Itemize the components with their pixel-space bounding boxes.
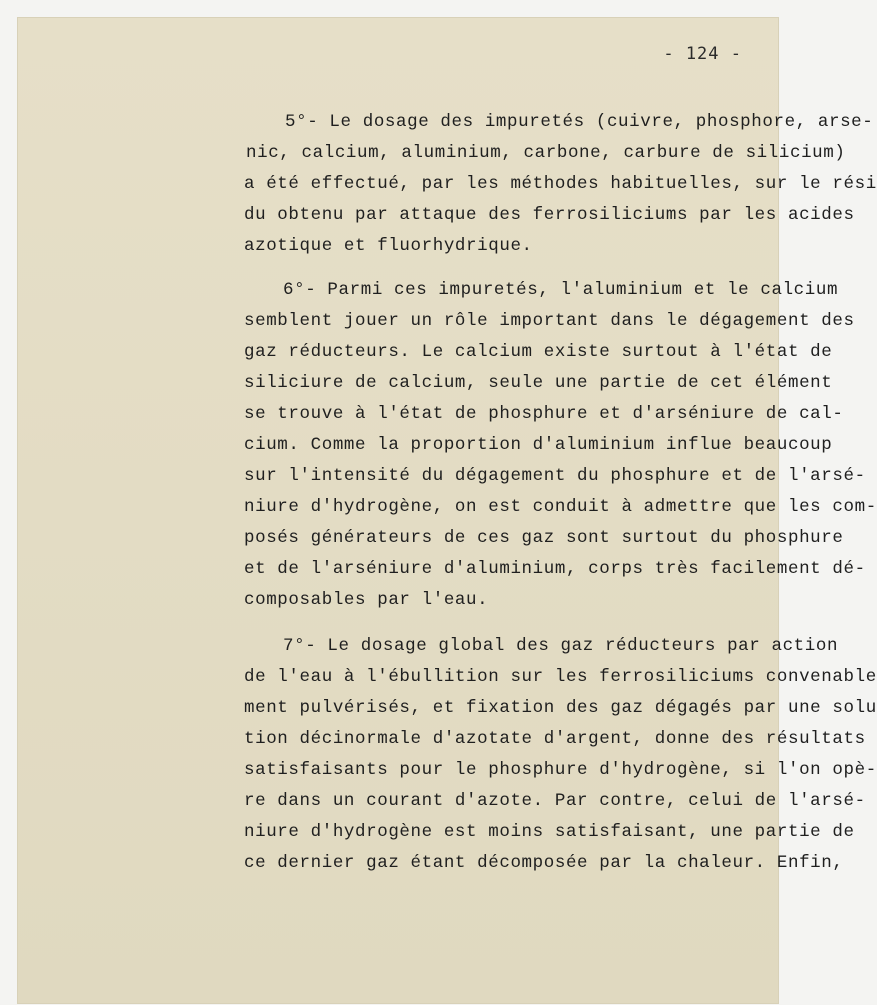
text-line: de l'eau à l'ébullition sur les ferrosiliciums convenable xyxy=(244,667,877,687)
text-line: ce dernier gaz étant décomposée par la chaleur. Enfin, xyxy=(244,853,844,873)
text-line: ment pulvérisés, et fixation des gaz dégagés par une solu xyxy=(244,698,877,718)
text-line: satisfaisants pour le phosphure d'hydrogène, si l'on opè- xyxy=(244,760,877,780)
text-line: semblent jouer un rôle important dans le dégagement des xyxy=(244,311,855,331)
page-number: - 124 - xyxy=(663,44,742,64)
text-line: gaz réducteurs. Le calcium existe surtout à l'état de xyxy=(244,342,833,362)
text-line: posés générateurs de ces gaz sont surtout du phosphure xyxy=(244,528,844,548)
text-line: azotique et fluorhydrique. xyxy=(244,236,533,256)
text-line: 5°- Le dosage des impuretés (cuivre, phosphore, arse- xyxy=(285,112,874,132)
text-line: re dans un courant d'azote. Par contre, celui de l'arsé- xyxy=(244,791,866,811)
text-line: niure d'hydrogène est moins satisfaisant, une partie de xyxy=(244,822,855,842)
text-line: se trouve à l'état de phosphure et d'arséniure de cal- xyxy=(244,404,844,424)
text-line: composables par l'eau. xyxy=(244,590,489,610)
text-line: 7°- Le dosage global des gaz réducteurs par action xyxy=(283,636,839,656)
text-line: siliciure de calcium, seule une partie de cet élément xyxy=(244,373,833,393)
text-line: du obtenu par attaque des ferrosiliciums par les acides xyxy=(244,205,855,225)
text-line: 6°- Parmi ces impuretés, l'aluminium et le calcium xyxy=(283,280,839,300)
document-page xyxy=(18,18,877,1003)
text-line: cium. Comme la proportion d'aluminium influe beaucoup xyxy=(244,435,833,455)
text-line: tion décinormale d'azotate d'argent, donne des résultats xyxy=(244,729,866,749)
text-line: et de l'arséniure d'aluminium, corps très facilement dé- xyxy=(244,559,866,579)
text-line: sur l'intensité du dégagement du phosphure et de l'arsé- xyxy=(244,466,866,486)
text-line: a été effectué, par les méthodes habituelles, sur le rési xyxy=(244,174,877,194)
text-line: nic, calcium, aluminium, carbone, carbure de silicium) xyxy=(246,143,846,163)
text-line: niure d'hydrogène, on est conduit à admettre que les com- xyxy=(244,497,877,517)
